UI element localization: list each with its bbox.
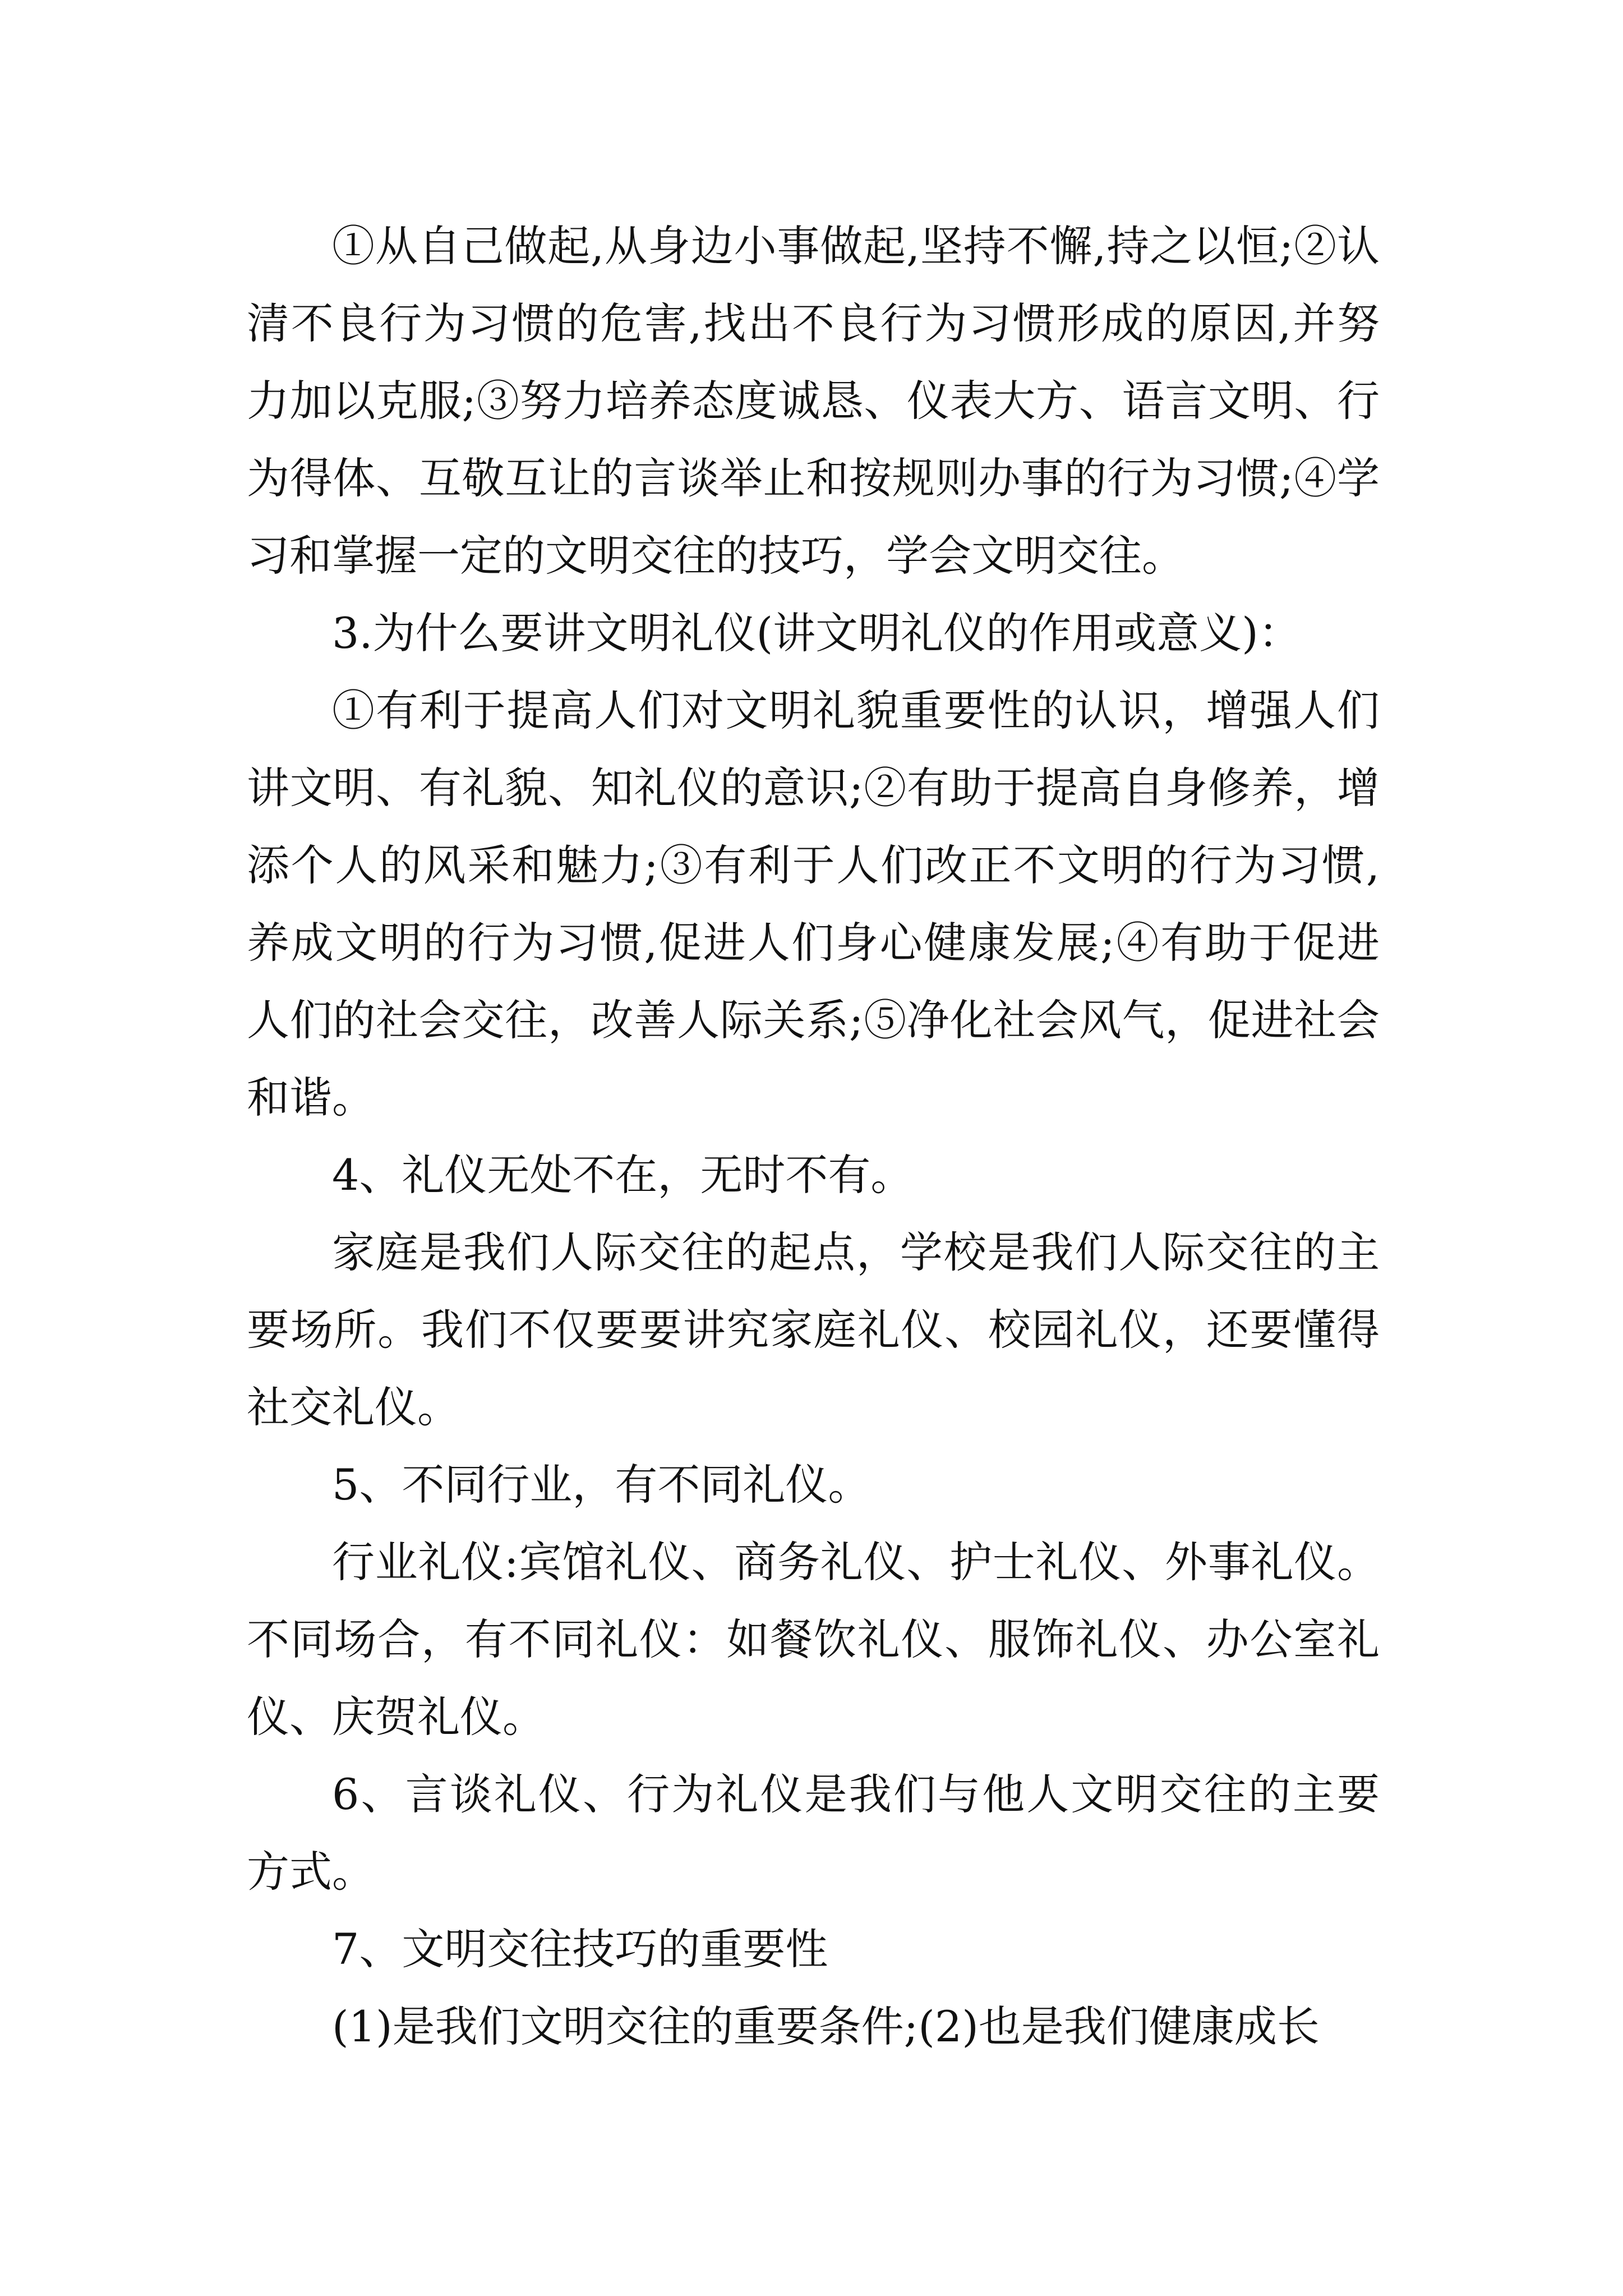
paragraph-habits-list: ①从自己做起,从身边小事做起,坚持不懈,持之以恒;②认清不良行为习惯的危害,找出不良行为习惯形成的原因,并努力加以克服;③努力培养态度诚恳、仪表大方、语言文明、行为得体、互敬互让的言谈举止和按规则办事的行为习惯;④学习和掌握一定的文明交往的技巧，学会文明交往。 bbox=[247, 221, 1380, 581]
heading-etiquette-everywhere: 4、礼仪无处不在，无时不有。 bbox=[332, 1150, 914, 1200]
heading-industry-etiquette: 5、不同行业，有不同礼仪。 bbox=[332, 1460, 871, 1510]
heading-why-etiquette: 3.为什么要讲文明礼仪(讲文明礼仪的作用或意义)： bbox=[332, 608, 1301, 658]
paragraph-skills-conditions: (1)是我们文明交往的重要条件;(2)也是我们健康成长 bbox=[332, 2001, 1320, 2051]
heading-skills-importance: 7、文明交往技巧的重要性 bbox=[332, 1924, 828, 1974]
paragraph-speech-behavior: 6、言谈礼仪、行为礼仪是我们与他人文明交往的主要方式。 bbox=[247, 1769, 1380, 1897]
paragraph-family-school: 家庭是我们人际交往的起点，学校是我们人际交往的主要场所。我们不仅要要讲究家庭礼仪、校园礼仪，还要懂得社交礼仪。 bbox=[247, 1227, 1380, 1432]
document-body bbox=[247, 208, 1380, 2065]
paragraph-etiquette-benefits: ①有利于提高人们对文明礼貌重要性的认识，增强人们讲文明、有礼貌、知礼仪的意识;②有助于提高自身修养，增添个人的风采和魅力;③有利于人们改正不文明的行为习惯,养成文明的行为习惯,促进人们身心健康发展;④有助于促进人们的社会交往，改善人际关系;⑤净化社会风气，促进社会和谐。 bbox=[247, 685, 1380, 1122]
paragraph-industry-examples: 行业礼仪:宾馆礼仪、商务礼仪、护士礼仪、外事礼仪。不同场合，有不同礼仪：如餐饮礼仪、服饰礼仪、办公室礼仪、庆贺礼仪。 bbox=[247, 1537, 1380, 1742]
